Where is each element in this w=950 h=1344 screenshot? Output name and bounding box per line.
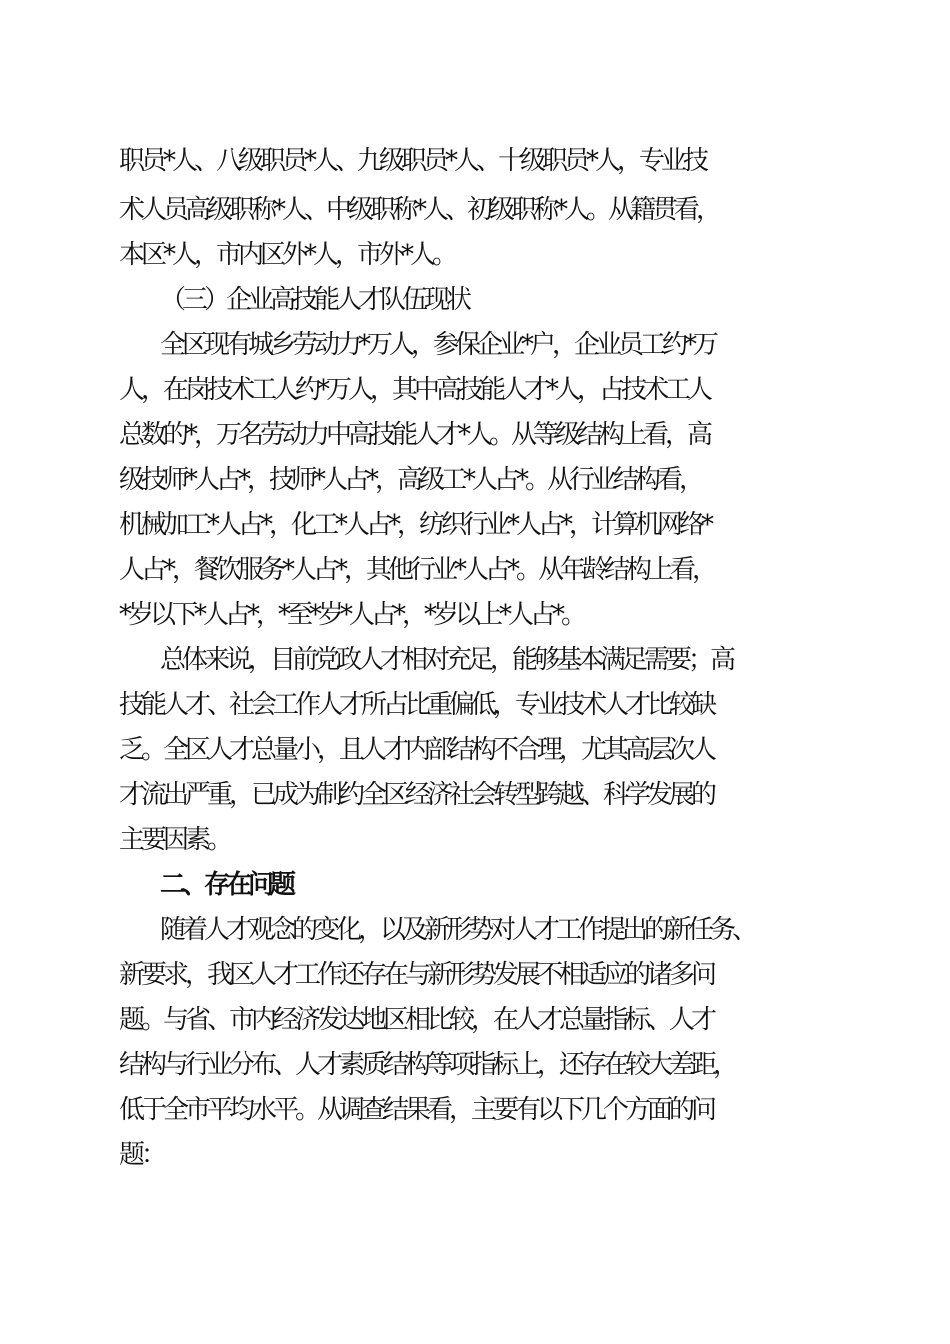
text-line: 机械加工*人占*，化工*人占*，纺织行业*人占*，计算机网络* <box>119 510 711 540</box>
text-line: 随着人才观念的变化，以及新形势对人才工作提出的新任务、 <box>160 915 755 945</box>
text-line: 主要因素。 <box>119 825 230 855</box>
text-line: 技能人才、社会工作人才所占比重偏低，专业技术人才比较缺 <box>119 690 714 720</box>
text-line: 乏。全区人才总量小，且人才内部结构不合理，尤其高层次人 <box>119 735 714 765</box>
text-line: 才流出严重，已成为制约全区经济社会转型跨越、科学发展的 <box>119 780 714 810</box>
text-line: 题。与省、市内经济发达地区相比较，在人才总量指标、人才 <box>119 1005 714 1035</box>
text-line: 低于全市平均水平。从调查结果看，主要有以下几个方面的问 <box>119 1095 714 1125</box>
text-line: *岁以下*人占*，*至*岁*人占*，*岁以上*人占*。 <box>119 600 584 630</box>
text-line: 人占*，餐饮服务*人占*，其他行业*人占*。从年龄结构上看， <box>119 555 715 585</box>
text-line: 全区现有城乡劳动力*万人，参保企业*户，企业员工约*万 <box>160 330 716 360</box>
text-line: 总体来说，目前党政人才相对充足，能够基本满足需要；高 <box>160 645 733 675</box>
text-line: 新要求，我区人才工作还存在与新形势发展不相适应的诸多问 <box>119 960 714 990</box>
section-heading: （三）企业高技能人才队伍现状 <box>160 285 469 315</box>
text-line: 术人员高级职称*人、中级职称*人、初级职称*人。从籍贯看， <box>119 195 719 225</box>
text-line: 题： <box>119 1140 164 1170</box>
text-line: 人，在岗技术工人约*万人，其中高技能人才*人，占技术工人 <box>119 375 710 405</box>
text-line: 职员*人、八级职员*人、九级职员*人、十级职员*人，专业技 <box>119 146 706 176</box>
text-line: 本区*人，市内区外*人，市外*人。 <box>119 240 455 270</box>
text-line: 总数的*，万名劳动力中高技能人才*人。从等级结构上看，高 <box>119 420 710 450</box>
text-line: 结构与行业分布、人才素质结构等项指标上，还存在较大差距， <box>119 1050 736 1080</box>
chapter-heading: 二、存在问题 <box>160 870 293 900</box>
text-line: 级技师*人占*，技师*人占*，高级工*人占*。从行业结构看， <box>119 465 702 495</box>
